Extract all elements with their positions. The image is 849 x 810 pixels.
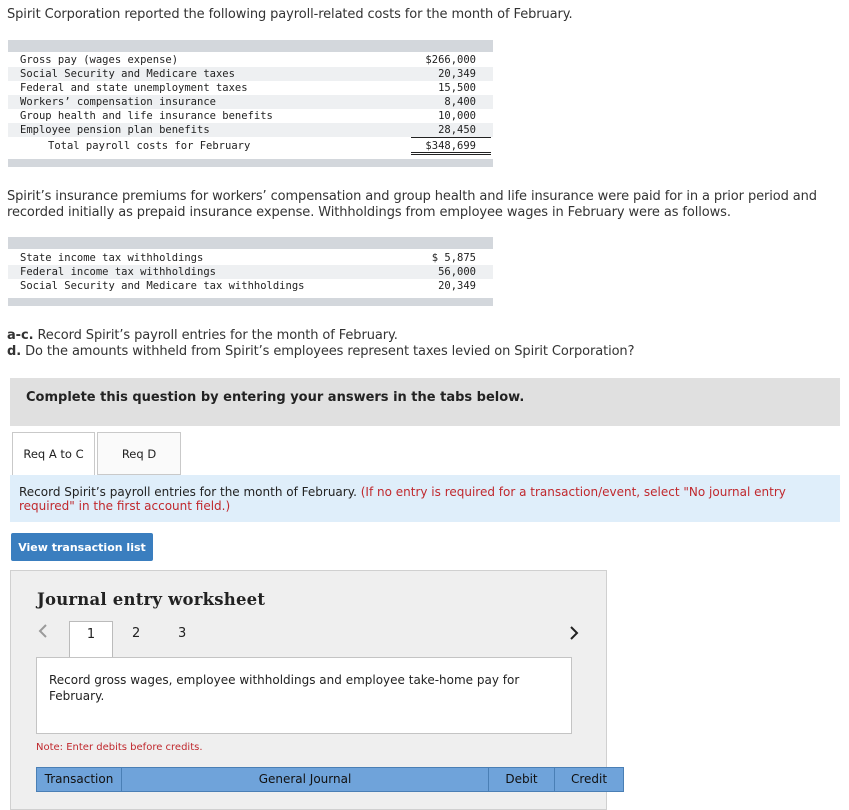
page-number: 1	[86, 627, 96, 642]
page-tab-1[interactable]	[69, 621, 113, 658]
row-value: 20,349	[438, 68, 476, 80]
table-row	[8, 251, 493, 265]
next-page-icon[interactable]	[568, 625, 580, 645]
row-value: 8,400	[444, 96, 476, 108]
row-value: 56,000	[438, 266, 476, 278]
instruction-text	[19, 485, 809, 513]
page-number: 3	[178, 626, 187, 641]
tab-req-a-to-c[interactable]	[12, 432, 95, 476]
total-rule-1	[411, 152, 491, 153]
view-transaction-list-button[interactable]	[11, 533, 153, 561]
complete-banner	[10, 378, 840, 426]
worksheet-title: Journal entry worksheet	[37, 590, 266, 609]
question-text: Record Spirit’s payroll entries for the month of February.	[33, 328, 398, 343]
table-row	[8, 67, 493, 81]
row-label: Social Security and Medicare taxes	[20, 68, 235, 80]
table-footer-bar	[8, 159, 493, 167]
table-footer-bar	[8, 298, 493, 306]
row-label: Federal income tax withholdings	[20, 266, 216, 278]
intro-text: Spirit Corporation reported the following payroll-related costs for the month of February.	[7, 7, 573, 22]
entry-description: Record gross wages, employee withholdings and employee take-home pay for February.	[49, 673, 520, 703]
page-number: 2	[132, 626, 141, 641]
total-label: Total payroll costs for February	[48, 140, 251, 152]
page-tab-2[interactable]	[132, 626, 140, 641]
row-value: 10,000	[438, 110, 476, 122]
tab-label: Req D	[121, 447, 157, 461]
column-header-debit	[488, 767, 555, 792]
question-prefix: d.	[7, 344, 22, 359]
total-value: $348,699	[425, 140, 476, 152]
entry-description-box	[36, 657, 572, 734]
button-label: View transaction list	[18, 541, 146, 554]
row-label: Social Security and Medicare tax withholdings	[20, 280, 305, 292]
table-header-bar	[8, 40, 493, 52]
row-value: 15,500	[438, 82, 476, 94]
question-a-c	[7, 328, 398, 344]
instruction-hint: (If no entry is required for a transaction/event, select "No journal entry required" in the first account field.)	[19, 485, 786, 513]
row-label: Workers’ compensation insurance	[20, 96, 216, 108]
column-label: Credit	[570, 772, 608, 786]
column-label: General Journal	[258, 772, 352, 786]
table-row	[8, 53, 493, 67]
column-header-credit	[554, 767, 624, 792]
complete-banner-text: Complete this question by entering your answers in the tabs below.	[26, 390, 525, 405]
table-row	[8, 95, 493, 109]
row-label: Gross pay (wages expense)	[20, 54, 179, 66]
subtotal-rule	[411, 137, 491, 138]
row-value: $266,000	[425, 54, 476, 66]
column-label: Debit	[505, 772, 538, 786]
row-label: Employee pension plan benefits	[20, 124, 210, 136]
question-d	[7, 344, 634, 360]
instruction-box	[10, 475, 840, 522]
tab-label: Req A to C	[23, 447, 84, 461]
column-label: Transaction	[44, 772, 114, 786]
question-text: Do the amounts withheld from Spirit’s employees represent taxes levied on Spirit Corporation?	[21, 344, 635, 359]
row-label: State income tax withholdings	[20, 252, 204, 264]
total-rule-2	[411, 154, 491, 155]
journal-entry-worksheet	[10, 570, 607, 810]
prev-page-icon[interactable]	[37, 623, 49, 643]
table-row	[8, 123, 493, 137]
table-row	[8, 81, 493, 95]
insurance-paragraph: Spirit’s insurance premiums for workers’ compensation and group health and life insurance were paid for in a prior period and recorded initially as prepaid insurance expense. Withholdings from employee wages in February were as follows.	[7, 189, 817, 220]
row-value: 28,450	[438, 124, 476, 136]
debits-note: Note: Enter debits before credits.	[36, 742, 203, 753]
tab-req-d[interactable]	[97, 432, 181, 475]
table-row	[8, 265, 493, 279]
table-row	[8, 279, 493, 293]
question-prefix: a-c.	[7, 328, 34, 343]
row-value: $ 5,875	[431, 252, 476, 264]
page-tab-3[interactable]	[178, 626, 186, 641]
total-row	[8, 139, 493, 153]
row-value: 20,349	[438, 280, 476, 292]
column-header-general-journal	[121, 767, 489, 792]
column-header-transaction	[36, 767, 122, 792]
row-label: Group health and life insurance benefits	[20, 110, 273, 122]
row-label: Federal and state unemployment taxes	[20, 82, 248, 94]
table-row	[8, 109, 493, 123]
table-header-bar	[8, 237, 493, 249]
instruction-main: Record Spirit’s payroll entries for the month of February.	[19, 485, 361, 499]
